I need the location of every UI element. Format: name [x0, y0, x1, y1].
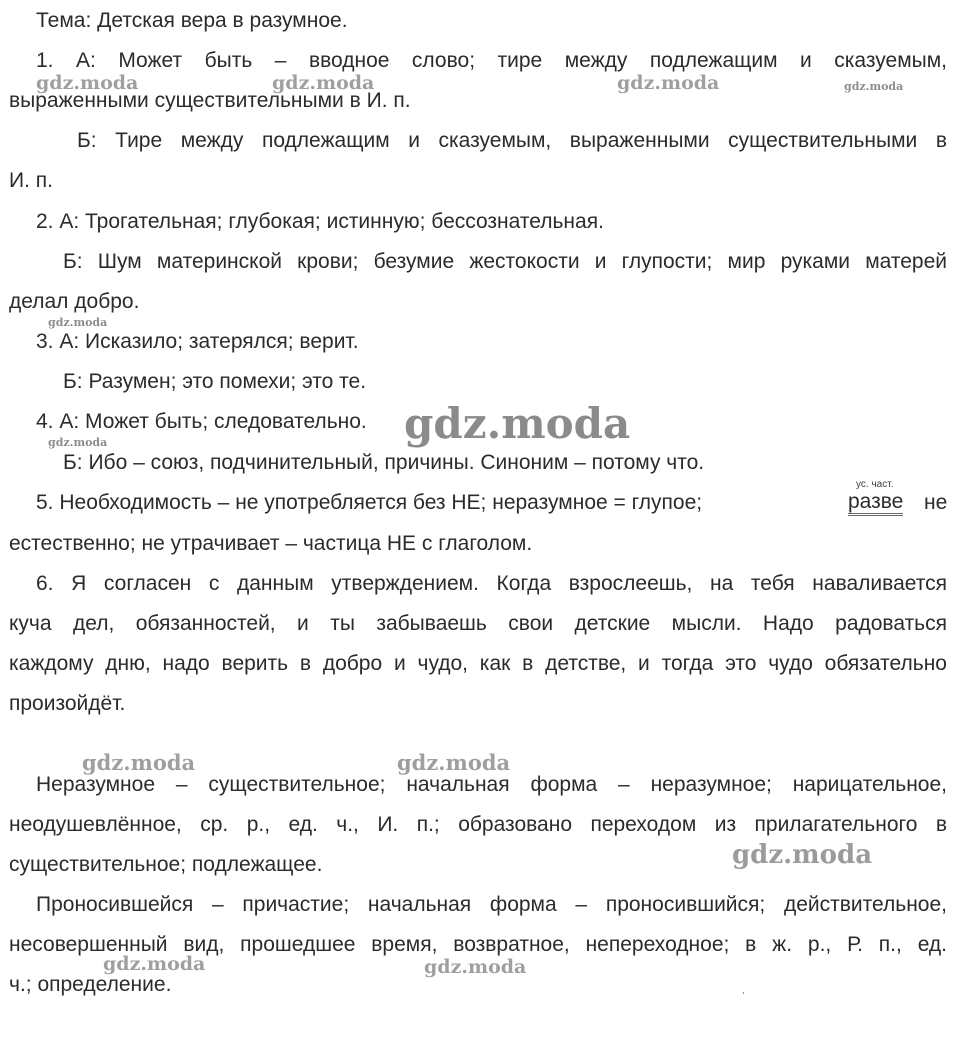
underlined-word: разве [848, 491, 903, 516]
watermark: gdz.moda [397, 750, 511, 775]
answer-5-text-start: 5. Необходимость – не употребляется без НЕ; неразумное = глупое; [36, 491, 703, 514]
parse-1-line-3: существительное; подлежащее. [9, 853, 323, 876]
answer-2b-line: Б: Шум материнской крови; безумие жестокости и глупости; мир руками матерей [63, 250, 947, 273]
answer-3b-line: Б: Разумен; это помехи; это те. [63, 370, 367, 393]
watermark: gdz.moda [844, 80, 904, 93]
answer-2b-line-cont: делал добро. [9, 290, 140, 313]
answer-4a-line: 4. А: Может быть; следовательно. [36, 410, 367, 433]
speck: , [742, 985, 745, 996]
watermark: gdz.moda [36, 72, 139, 94]
answer-3a-line: 3. А: Исказило; затерялся; верит. [36, 330, 359, 353]
watermark: gdz.moda [617, 72, 720, 94]
watermark: gdz.moda [272, 72, 375, 94]
answer-5-line-cont: естественно; не утрачивает – частица НЕ с глаголом. [9, 532, 533, 555]
answer-6-line: 6. Я согласен с данным утверждением. Когда взрослеешь, на тебя наваливается [36, 572, 947, 595]
answer-1a-line-cont: выраженными существительными в И. п. [9, 89, 411, 112]
parse-2-line-2: несовершенный вид, прошедшее время, возвратное, непереходное; в ж. р., Р. п., ед. [9, 933, 947, 956]
answer-2a-line: 2. А: Трогательная; глубокая; истинную; бессознательная. [36, 210, 604, 233]
answer-1b-line-cont: И. п. [9, 169, 53, 192]
answer-1b-line: Б: Тире между подлежащим и сказуемым, выраженными существительными в [77, 129, 947, 152]
answer-6-line-2: куча дел, обязанностей, и ты забываешь свои детские мысли. Надо радоваться [9, 612, 947, 635]
watermark: gdz.moda [82, 750, 196, 775]
watermark: gdz.moda [424, 956, 527, 978]
answer-1a-line: 1. А: Может быть – вводное слово; тире между подлежащим и сказуемым, [36, 49, 947, 72]
answer-5-text-end: не [924, 491, 948, 514]
parse-2-line-3: ч.; определение. [9, 973, 172, 996]
parse-1-line-2: неодушевлённое, ср. р., ед. ч., И. п.; образовано переходом из прилагательного в [9, 813, 947, 836]
answer-4b-line: Б: Ибо – союз, подчинительный, причины. Синоним – потому что. [63, 451, 705, 474]
watermark: gdz.moda [103, 953, 206, 975]
watermark: gdz.moda [48, 316, 108, 329]
answer-6-line-3: каждому дню, надо верить в добро и чудо, как в детстве, и тогда это чудо обязательно [9, 652, 947, 675]
watermark: gdz.moda [732, 840, 873, 870]
topic-line: Тема: Детская вера в разумное. [36, 9, 348, 32]
watermark: gdz.moda [48, 436, 108, 449]
word-note: ус. част. [856, 479, 894, 490]
parse-1-line: Неразумное – существительное; начальная форма – неразумное; нарицательное, [36, 773, 947, 796]
answer-6-line-4: произойдёт. [9, 692, 126, 715]
watermark: gdz.moda [404, 399, 631, 448]
parse-2-line: Проносившейся – причастие; начальная форма – проносившийся; действительное, [36, 893, 947, 916]
